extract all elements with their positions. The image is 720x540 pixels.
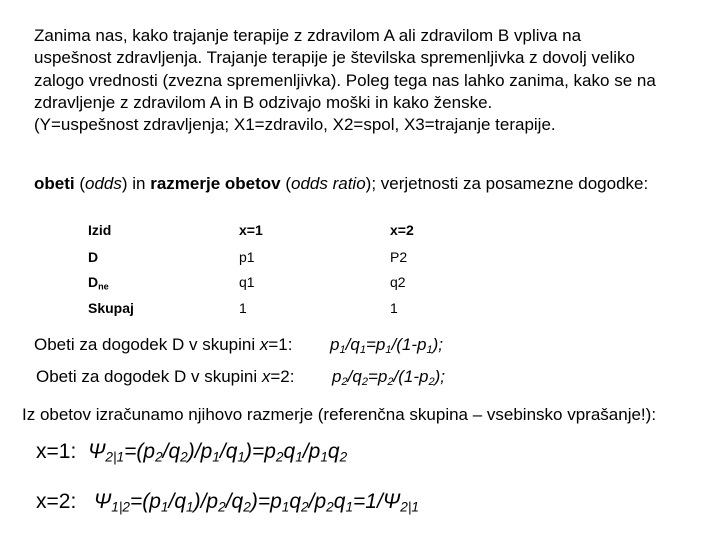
heading-term-ratio-en: odds ratio [291, 174, 366, 193]
formula-sub: 1 [237, 449, 245, 465]
formula-part: /q [225, 490, 244, 513]
intro-line: (Y=uspešnost zdravljenja; X1=zdravilo, X2=spol, X3=trajanje terapije. [34, 115, 556, 135]
table-cell: P2 [390, 249, 408, 265]
formula-part: /q [345, 335, 360, 354]
odds-label-var: x [259, 335, 269, 354]
formula-part: )/p [187, 440, 213, 463]
formula-part: ); [434, 367, 446, 386]
odds-label-text: Obeti za dogodek D v skupini [36, 367, 262, 386]
formula-part: )=p [244, 440, 276, 463]
psi-symbol: Ψ [93, 490, 112, 513]
formula-part: q [333, 490, 346, 513]
formula-part: p [330, 335, 340, 354]
odds-label-text: =2: [270, 367, 295, 386]
formula-part: )=p [250, 490, 282, 513]
formula-sub: 2 [155, 449, 163, 465]
table-cell: q1 [239, 274, 255, 290]
table-cell: 1 [239, 300, 247, 316]
formula-part: p [332, 367, 342, 386]
formula-sub: 2 [341, 375, 348, 388]
ratio-prefix: x=1: [36, 440, 77, 463]
formula-sub: 1 [212, 449, 220, 465]
odds-heading [34, 174, 648, 194]
odds-label-text: Obeti za dogodek D v skupini [34, 335, 260, 354]
table-cell: Skupaj [88, 300, 134, 316]
intro-paragraph [34, 25, 714, 136]
ratio-prefix: x=2: [36, 490, 77, 513]
formula-sub: 2 [275, 449, 284, 465]
intro-line: zalogo vrednosti (zvezna spremenljivka). Poleg tega nas lahko zanima, kako se na [34, 70, 656, 90]
formula-part: ); [432, 335, 444, 354]
formula-sub: 1 [160, 499, 169, 515]
odds-label-text: =1: [268, 335, 293, 354]
heading-term-odds-en: odds [85, 174, 122, 193]
intro-line: uspešnost zdravljenja. Trajanje terapije je številska spremenljivka z dovolj veliko [34, 48, 635, 68]
formula-sub: 2 [218, 499, 226, 515]
formula-part: /p [308, 490, 327, 513]
formula-part: /(1-p [393, 367, 429, 386]
table-cell: D [88, 249, 99, 265]
formula-part: /q [219, 440, 238, 463]
table-cell [88, 274, 109, 291]
formula-part: /(1-p [391, 335, 427, 354]
formula-part: /p [302, 440, 321, 463]
formula-sub: 2 [361, 375, 368, 388]
heading-text: ); verjetnosti za posamezne dogodke: [365, 174, 649, 193]
formula-sub: 2 [387, 375, 394, 388]
formula-sub: 2 [301, 499, 309, 515]
formula-part: /q [162, 440, 181, 463]
formula-sub: 2 [326, 499, 334, 515]
formula-sub: 1 [339, 343, 346, 356]
formula-sub: 2|1 [400, 499, 419, 515]
formula-sub: 1 [426, 343, 433, 356]
table-cell: 1 [390, 300, 398, 316]
formula-part: /q [347, 367, 362, 386]
odds-ratio-group1 [36, 440, 347, 464]
formula-part: q [283, 440, 296, 463]
table-header-group2: x=2 [390, 222, 414, 238]
formula-part: =(p [129, 490, 161, 513]
formula-part: q [289, 490, 302, 513]
formula-part: =1/Ψ [353, 490, 401, 513]
table-header-outcome: Izid [88, 222, 112, 238]
heading-term-ratio: razmerje obetov [150, 174, 281, 193]
formula-part: =(p [124, 440, 156, 463]
table-cell-sub: ne [98, 281, 109, 292]
formula-sub: 1 [345, 499, 354, 515]
heading-text: ) in [121, 174, 151, 193]
intro-line: Zanima nas, kako trajanje terapije z zdravilom A ali zdravilom B vpliva na [34, 26, 582, 45]
formula-sub: 1 [281, 499, 290, 515]
psi-sub: 1|2 [111, 499, 130, 515]
odds-formula-group2 [332, 367, 445, 388]
odds-label-group2 [36, 367, 294, 387]
odds-label-var: x [261, 367, 271, 386]
formula-sub: 1 [295, 449, 303, 465]
formula-sub: 1 [186, 499, 194, 515]
formula-part: =p [367, 367, 388, 386]
psi-sub: 2|1 [105, 449, 125, 465]
odds-formula-group1 [330, 335, 443, 356]
ratio-title: Iz obetov izračunamo njihovo razmerje (referenčna skupina – vsebinsko vprašanje!): [22, 405, 657, 424]
formula-part: q [327, 440, 340, 463]
formula-sub: 2 [339, 449, 348, 465]
psi-symbol: Ψ [87, 440, 106, 463]
table-cell: q2 [390, 274, 406, 290]
formula-sub: 1 [385, 343, 392, 356]
odds-ratio-group2 [36, 490, 419, 514]
ratio-expression [88, 440, 347, 463]
formula-sub: 2 [243, 499, 251, 515]
formula-sub: 1 [320, 449, 328, 465]
formula-sub: 2 [428, 375, 435, 388]
table-header-group1: x=1 [239, 222, 263, 238]
ratio-expression [94, 490, 419, 513]
table-cell: p1 [239, 249, 255, 265]
heading-text: ( [74, 174, 85, 193]
formula-sub: 2 [180, 449, 188, 465]
table-cell-main: D [88, 274, 99, 290]
odds-label-group1 [34, 335, 292, 355]
intro-line: zdravljenje z zdravilom A in B odzivajo moški in kako ženske. [34, 92, 493, 112]
formula-part: )/p [193, 490, 219, 513]
formula-part: /q [168, 490, 187, 513]
heading-text: ( [280, 174, 291, 193]
formula-sub: 1 [359, 343, 366, 356]
formula-part: =p [365, 335, 386, 354]
heading-term-odds: obeti [34, 174, 75, 193]
